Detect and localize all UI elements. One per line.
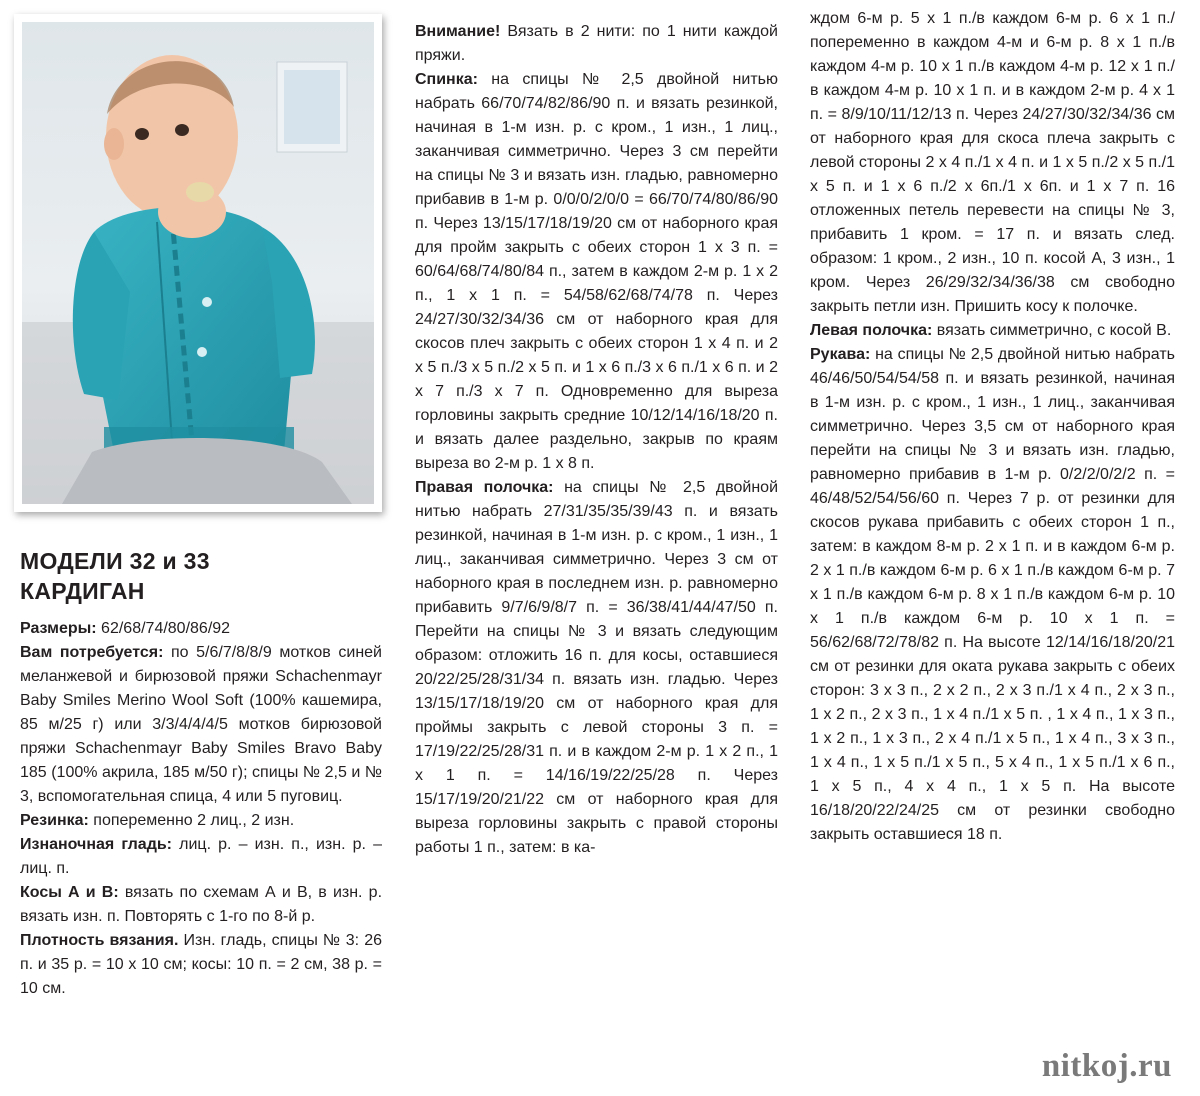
paragraph-reverse-stockinette — [20, 833, 382, 881]
photo-frame — [14, 14, 382, 512]
paragraph-label: Правая полочка: — [415, 479, 554, 496]
paragraph-label: Косы А и В: — [20, 884, 119, 901]
paragraph-label: Размеры: — [20, 620, 97, 637]
paragraph-sizes — [20, 617, 382, 641]
paragraph-gauge — [20, 929, 382, 1001]
paragraph-label: Спинка: — [415, 71, 478, 88]
paragraph-right-front-continued — [810, 7, 1175, 319]
paragraph-rib — [20, 809, 382, 833]
page-title — [20, 546, 210, 606]
paragraph-label: Внимание! — [415, 23, 501, 40]
paragraph-label: Изнаночная гладь: — [20, 836, 173, 853]
paragraph-label: Плотность вязания. — [20, 932, 179, 949]
baby-photo — [22, 22, 374, 504]
paragraph-label: Левая полочка: — [810, 322, 933, 339]
paragraph-text: лиц. р. – изн. п., изн. р. – лиц. п. — [20, 836, 382, 877]
paragraph-text: на спицы № 2,5 двойной нитью набрать 66/70/74/82/86/90 п. и вязать резинкой, начиная в 1-м изн. р. с кром., 1 изн., 1 лиц., заканчивая симметрично. Через 3 см перейти на спицы № 3 и вязать изн. гладью, равномерно прибавив в 1-м р. 0/0/0/2/0/0 = 66/70/74/80/86/90 п. Через 13/15/17/18/19/20 см от наборного края для пройм закрыть с обеих сторон 1 х 3 п. = 60/64/68/74/80/84 п., затем в каждом 2-м р. 1 х 2 п., 1 х 1 п. = 54/58/62/68/74/78 п. Через 24/27/30/32/34/36 см от наборного края для скосов плеч закрыть с обеих сторон 1 х 4 п. и 2 х 5 п./3 х 5 п./2 х 5 п. и 1 х 6 п./3 х 6 п./1 х 6 п. и 2 х 7 п./3 х 7 п. Одновременно для выреза горловины закрыть средние 10/12/14/16/18/20 п. и вязать далее раздельно, закрыв по краям выреза во 2-м р. 1 х 8 п. — [415, 71, 778, 472]
title-line-2: КАРДИГАН — [20, 578, 145, 604]
paragraph-text: вязать симметрично, с косой В. — [932, 322, 1172, 339]
paragraph-back — [415, 68, 778, 476]
paragraph-text: вязать по схемам А и В, в изн. р. вязать изн. п. Повторять с 1-го по 8-й р. — [20, 884, 383, 925]
paragraph-text: ждом 6-м р. 5 х 1 п./в каждом 6-м р. 6 х 1 п./попеременно в каждом 4-м и 6-м р. 8 х 1 п./в каждом 4-м р. 10 х 1 п./в каждом 4-м р. 12 х 1 п./в каждом 4-м р. 10 х 1 п. и в каждом 2-м р. 4 х 1 п. = 8/9/10/11/12/13 п. Через 24/27/30/32/34/36 см от наборного края для скоса плеча закрыть с левой стороны 2 х 4 п./1 х 4 п. и 1 х 5 п./2 х 5 п./1 х 5 п. и 1 х 6 п./2 х 6п./1 х 6п. и 1 х 7 п. 16 отложенных петель перевести на спицы № 3, прибавить 1 кром. = 17 п. и вязать след. образом: 1 кром., 2 изн., 10 п. косой А, 3 изн., 1 кром. Через 26/29/32/34/36/38 см свободно закрыть петли изн. Пришить косу к полочке. — [810, 10, 1175, 315]
paragraph-cables — [20, 881, 382, 929]
paragraph-text: по 5/6/7/8/8/9 мотков синей меланжевой и бирюзовой пряжи Schachenmayr Baby Smiles Merino Wool Soft (100% кашемира, 85 м/25 г) или 3/3/4/4/4/5 мотков бирюзовой пряжи Schachenmayr Baby Smiles Bravo Baby 185 (100% акрила, 185 м/50 г); спицы № 2,5 и № 3, вспомогательная спица, 4 или 5 пуговиц. — [20, 644, 382, 805]
paragraph-label: Вам потребуется: — [20, 644, 164, 661]
paragraph-attention — [415, 20, 778, 68]
paragraph-materials — [20, 641, 382, 809]
column-1 — [20, 617, 382, 1001]
paragraph-text: Вязать в 2 нити: по 1 нити каждой пряжи. — [415, 23, 778, 64]
title-line-1: МОДЕЛИ 32 и 33 — [20, 548, 210, 574]
paragraph-text: на спицы № 2,5 двойной нитью набрать 27/31/35/35/39/43 п. и вязать резинкой, начиная в 1-м изн. р. с кром., 1 изн., 1 лиц., заканчивая симметрично. Через 3 см от наборного края в последнем изн. р. равномерно прибавить 9/7/6/9/8/7 п. = 36/38/41/44/47/50 п. Перейти на спицы № 3 и вязать следующим образом: отложить 16 п. для косы, оставшиеся 20/22/25/28/31/34 п. вязать изн. гладью. Через 13/15/17/18/19/20 см от наборного края для проймы закрыть с левой стороны 3 п. = 17/19/22/25/28/31 п. и в каждом 2-м р. 1 х 2 п., 1 х 1 п. = 14/16/19/22/25/28 п. Через 15/17/19/20/21/22 см от наборного края для выреза горловины закрыть с правой стороны работы 1 п., затем: в ка- — [415, 479, 779, 856]
paragraph-text: Изн. гладь, спицы № 3: 26 п. и 35 р. = 10 х 10 см; косы: 10 п. = 2 см, 38 р. = 10 см. — [20, 932, 382, 997]
paragraph-right-front — [415, 476, 778, 860]
paragraph-sleeves — [810, 343, 1175, 847]
column-2 — [415, 20, 778, 860]
paragraph-label: Рукава: — [810, 346, 871, 363]
column-3 — [810, 7, 1175, 847]
paragraph-left-front — [810, 319, 1175, 343]
paragraph-text: на спицы № 2,5 двойной нитью набрать 46/46/50/54/54/58 п. и вязать резинкой, начиная в 1-м изн. р. с кром., 1 изн., 1 лиц., заканчивая симметрично. Через 3,5 см от наборного края перейти на спицы № 3 и вязать изн. гладью, равномерно прибавив в 1-м р. 0/2/2/0/2/2 п. = 46/48/52/54/56/60 п. Через 7 р. от резинки для скосов рукава прибавить с обеих сторон 1 п., затем: в каждом 8-м р. 2 х 1 п. и в каждом 6-м р. 2 х 1 п./в каждом 6-м р. 6 х 1 п./в каждом 6-м р. 7 х 1 п./в каждом 6-м р. 8 х 1 п./в каждом 6-м р. 10 х 1 п./в каждом 6-м р. 10 х 1 п. = 56/62/68/72/78/82 п. На высоте 12/14/16/18/20/21 см от резинки для оката рукава закрыть с обеих сторон: 3 х 3 п., 2 х 2 п., 2 х 3 п./1 х 4 п., 2 х 3 п., 1 х 2 п., 2 х 3 п., 1 х 4 п./1 х 5 п. , 1 х 4 п., 1 х 3 п., 1 х 2 п., 1 х 3 п., 2 х 4 п./1 х 5 п., 1 х 4 п., 3 х 3 п., 1 х 4 п., 1 х 5 п./1 х 5 п., 5 х 4 п., 1 х 5 п./1 х 6 п., 1 х 5 п., 4 х 4 п., 1 х 5 п. На высоте 16/18/20/22/24/25 см от резинки свободно закрыть оставшиеся 18 п. — [810, 346, 1175, 843]
site-watermark: nitkoj.ru — [1041, 1048, 1172, 1084]
paragraph-label: Резинка: — [20, 812, 89, 829]
paragraph-text: 62/68/74/80/86/92 — [96, 620, 231, 637]
paragraph-text: попеременно 2 лиц., 2 изн. — [88, 812, 295, 829]
